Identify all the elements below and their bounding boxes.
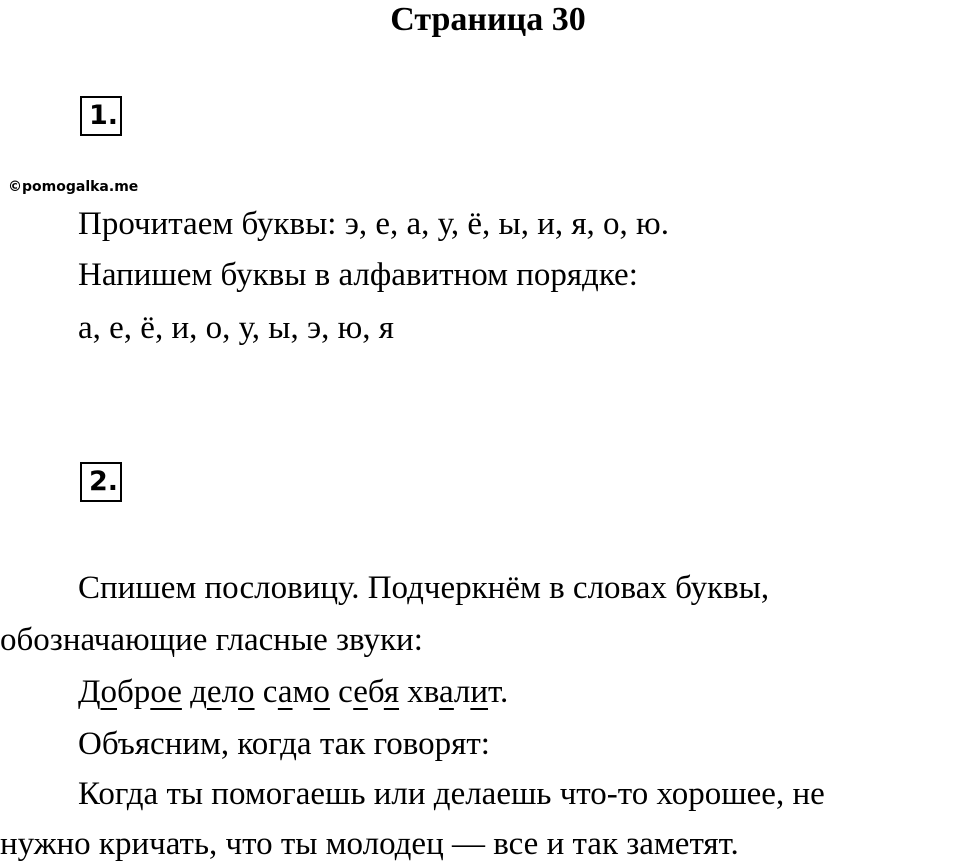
underlined-vowel: е <box>206 674 222 710</box>
proverb-text: л <box>221 674 239 710</box>
page-title: Страница 30 <box>390 1 586 38</box>
task-number-1: 1. <box>80 96 122 136</box>
task2-intro-line-1: Спишем пословицу. Подчеркнём в словах буквы, <box>78 570 770 606</box>
underlined-vowel: о <box>313 674 330 710</box>
task1-alphabetical-letters: а, е, ё, и, о, у, ы, э, ю, я <box>78 310 394 346</box>
underlined-vowel: е <box>353 674 368 710</box>
proverb-text: м <box>292 674 314 710</box>
proverb-text: б <box>367 674 384 710</box>
proverb-text: т. <box>488 674 509 710</box>
proverb <box>78 672 508 712</box>
proverb-text: бр <box>117 674 151 710</box>
watermark: ©pomogalka.me <box>8 179 139 195</box>
underlined-vowel: я <box>383 674 400 710</box>
underlined-vowel: и <box>470 674 489 710</box>
underlined-vowel: ое <box>150 674 182 710</box>
task2-answer-line-2: нужно кричать, что ты молодец — все и так заметят. <box>0 826 739 862</box>
task2-answer-line-1: Когда ты помогаешь или делаешь что-то хорошее, не <box>78 776 825 812</box>
underlined-vowel: а <box>277 674 293 710</box>
underlined-vowel: а <box>438 674 454 710</box>
underlined-vowel: о <box>100 674 118 710</box>
proverb-text: Д <box>78 674 101 710</box>
task2-intro-line-2: обозначающие гласные звуки: <box>0 622 423 658</box>
underlined-vowel: о <box>238 674 255 710</box>
task1-instruction: Напишем буквы в алфавитном порядке: <box>78 257 638 293</box>
task1-read-letters: Прочитаем буквы: э, е, а, у, ё, ы, и, я, о, ю. <box>78 206 669 242</box>
task2-explain-line: Объясним, когда так говорят: <box>78 726 490 762</box>
proverb-text: с <box>329 674 354 710</box>
proverb-text: с <box>254 674 278 710</box>
task-number-2: 2. <box>80 462 122 502</box>
proverb-text: хв <box>399 674 439 710</box>
proverb-text: л <box>453 674 471 710</box>
proverb-text: д <box>181 674 207 710</box>
